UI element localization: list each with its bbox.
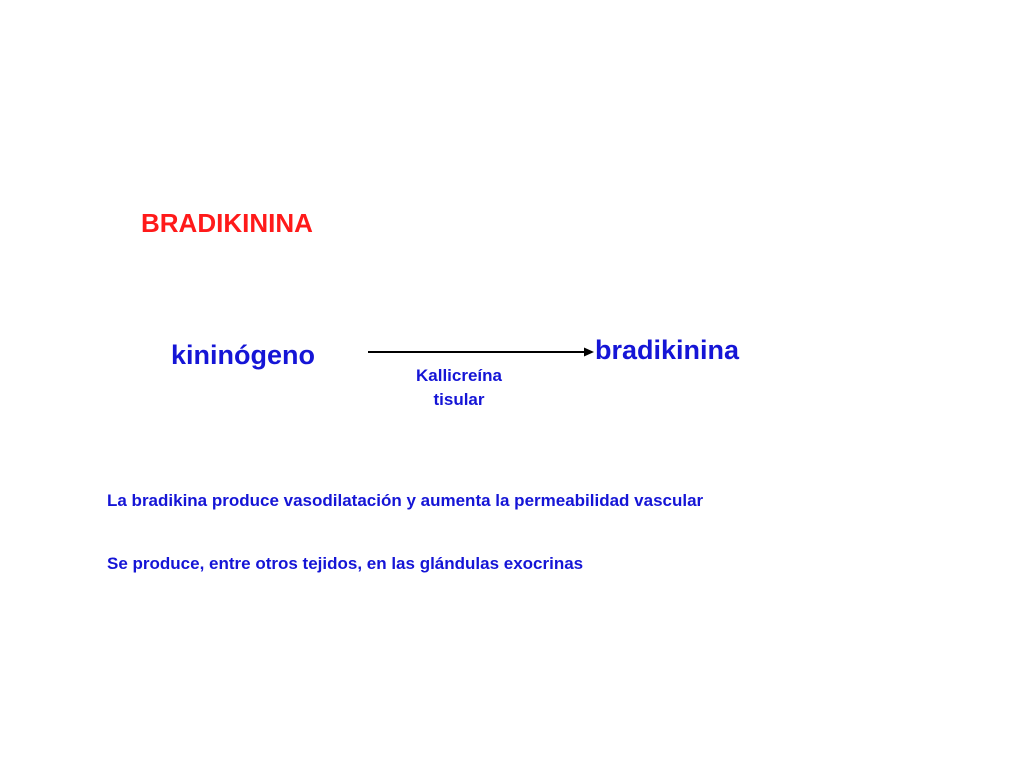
enzyme-label-line2: tisular — [433, 390, 485, 409]
right-arrow-icon — [368, 345, 594, 359]
reaction-product: bradikinina — [595, 335, 740, 365]
note-exocrine-glands: Se produce, entre otros tejidos, en las glándulas exocrinas — [107, 554, 584, 573]
enzyme-label-line1: Kallicreína — [416, 366, 502, 385]
slide-title: BRADIKININA — [141, 208, 313, 238]
arrow-head — [584, 348, 594, 357]
reaction-substrate: kininógeno — [171, 340, 315, 370]
note-vasodilation: La bradikina produce vasodilatación y aumenta la permeabilidad vascular — [107, 491, 704, 510]
enzyme-label — [402, 364, 516, 412]
